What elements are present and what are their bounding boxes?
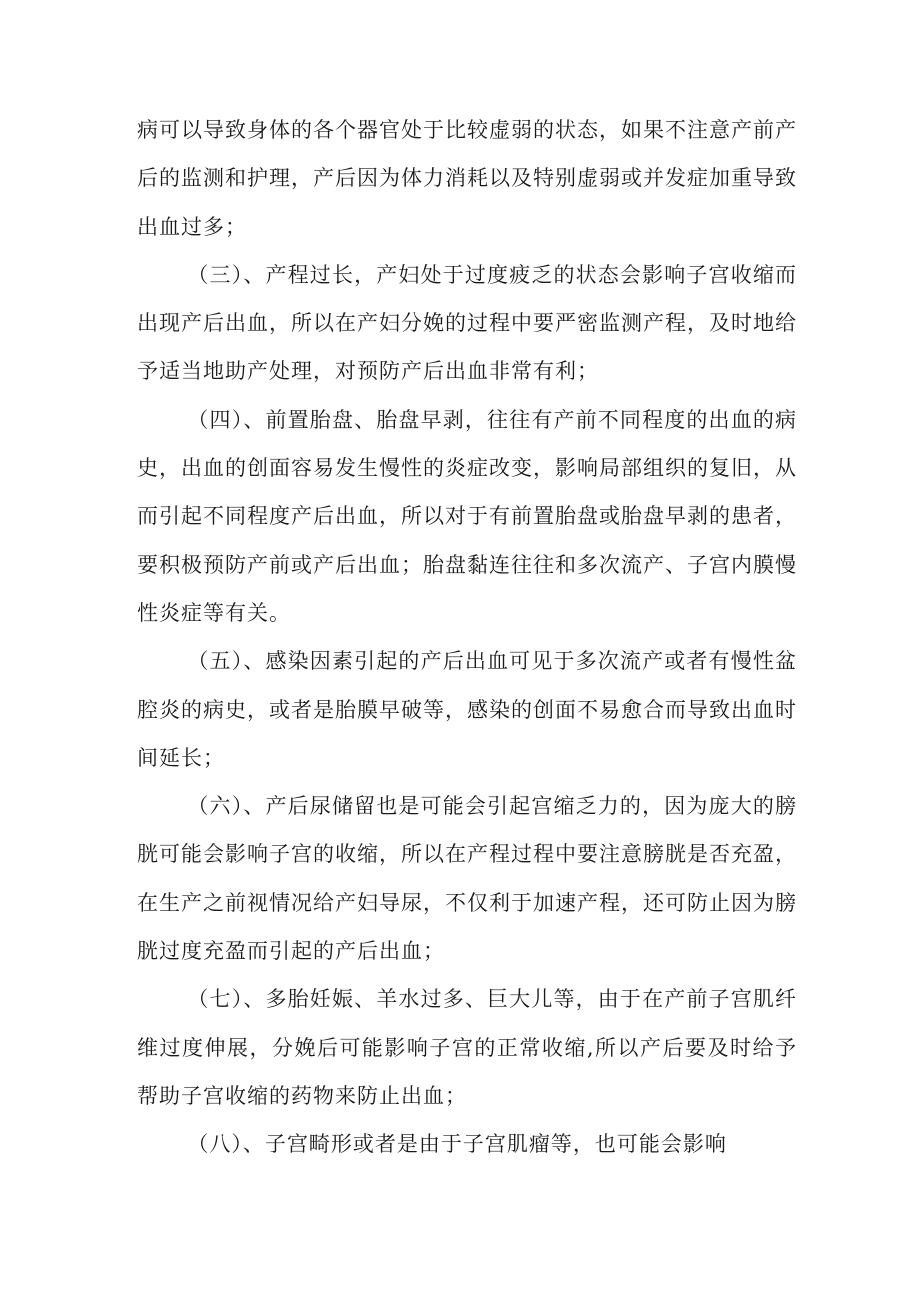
paragraph-5: （六）、产后尿储留也是可能会引起宫缩乏力的，因为庞大的膀胱可能会影响子宫的收缩，所以在产程过程中要注意膀胱是否充盈，在生产之前视情况给产妇导尿，不仅利于加速产程，还可防止因为膀胱过度充盈而引起的产后出血；	[137, 794, 797, 964]
paragraph-7: （八）、子宫畸形或者是由于子宫肌瘤等，也可能会影响	[187, 1132, 727, 1157]
paragraph-4: （五）、感染因素引起的产后出血可见于多次流产或者有慢性盆腔炎的病史，或者是胎膜早破等，感染的创面不易愈合而导致出血时间延长；	[137, 649, 797, 770]
document-body	[137, 106, 797, 1169]
paragraph-2: （三）、产程过长，产妇处于过度疲乏的状态会影响子宫收缩而出现产后出血，所以在产妇分娩的过程中要严密监测产程，及时地给予适当地助产处理，对预防产后出血非常有利；	[137, 262, 797, 384]
paragraph-3: （四）、前置胎盘、胎盘早剥，往往有产前不同程度的出血的病史，出血的创面容易发生慢性的炎症改变，影响局部组织的复旧，从而引起不同程度产后出血，所以对于有前置胎盘或胎盘早剥的患者，要积极预防产前或产后出血；胎盘黏连往往和多次流产、子宫内膜慢性炎症等有关。	[137, 407, 797, 625]
paragraph-1: 病可以导致身体的各个器官处于比较虚弱的状态，如果不注意产前产后的监测和护理，产后因为体力消耗以及特别虚弱或并发症加重导致出血过多；	[137, 118, 797, 239]
paragraph-6: （七）、多胎妊娠、羊水过多、巨大儿等，由于在产前子宫肌纤维过度伸展，分娩后可能影响子宫的正常收缩,所以产后要及时给予帮助子宫收缩的药物来防止出血；	[137, 987, 797, 1108]
